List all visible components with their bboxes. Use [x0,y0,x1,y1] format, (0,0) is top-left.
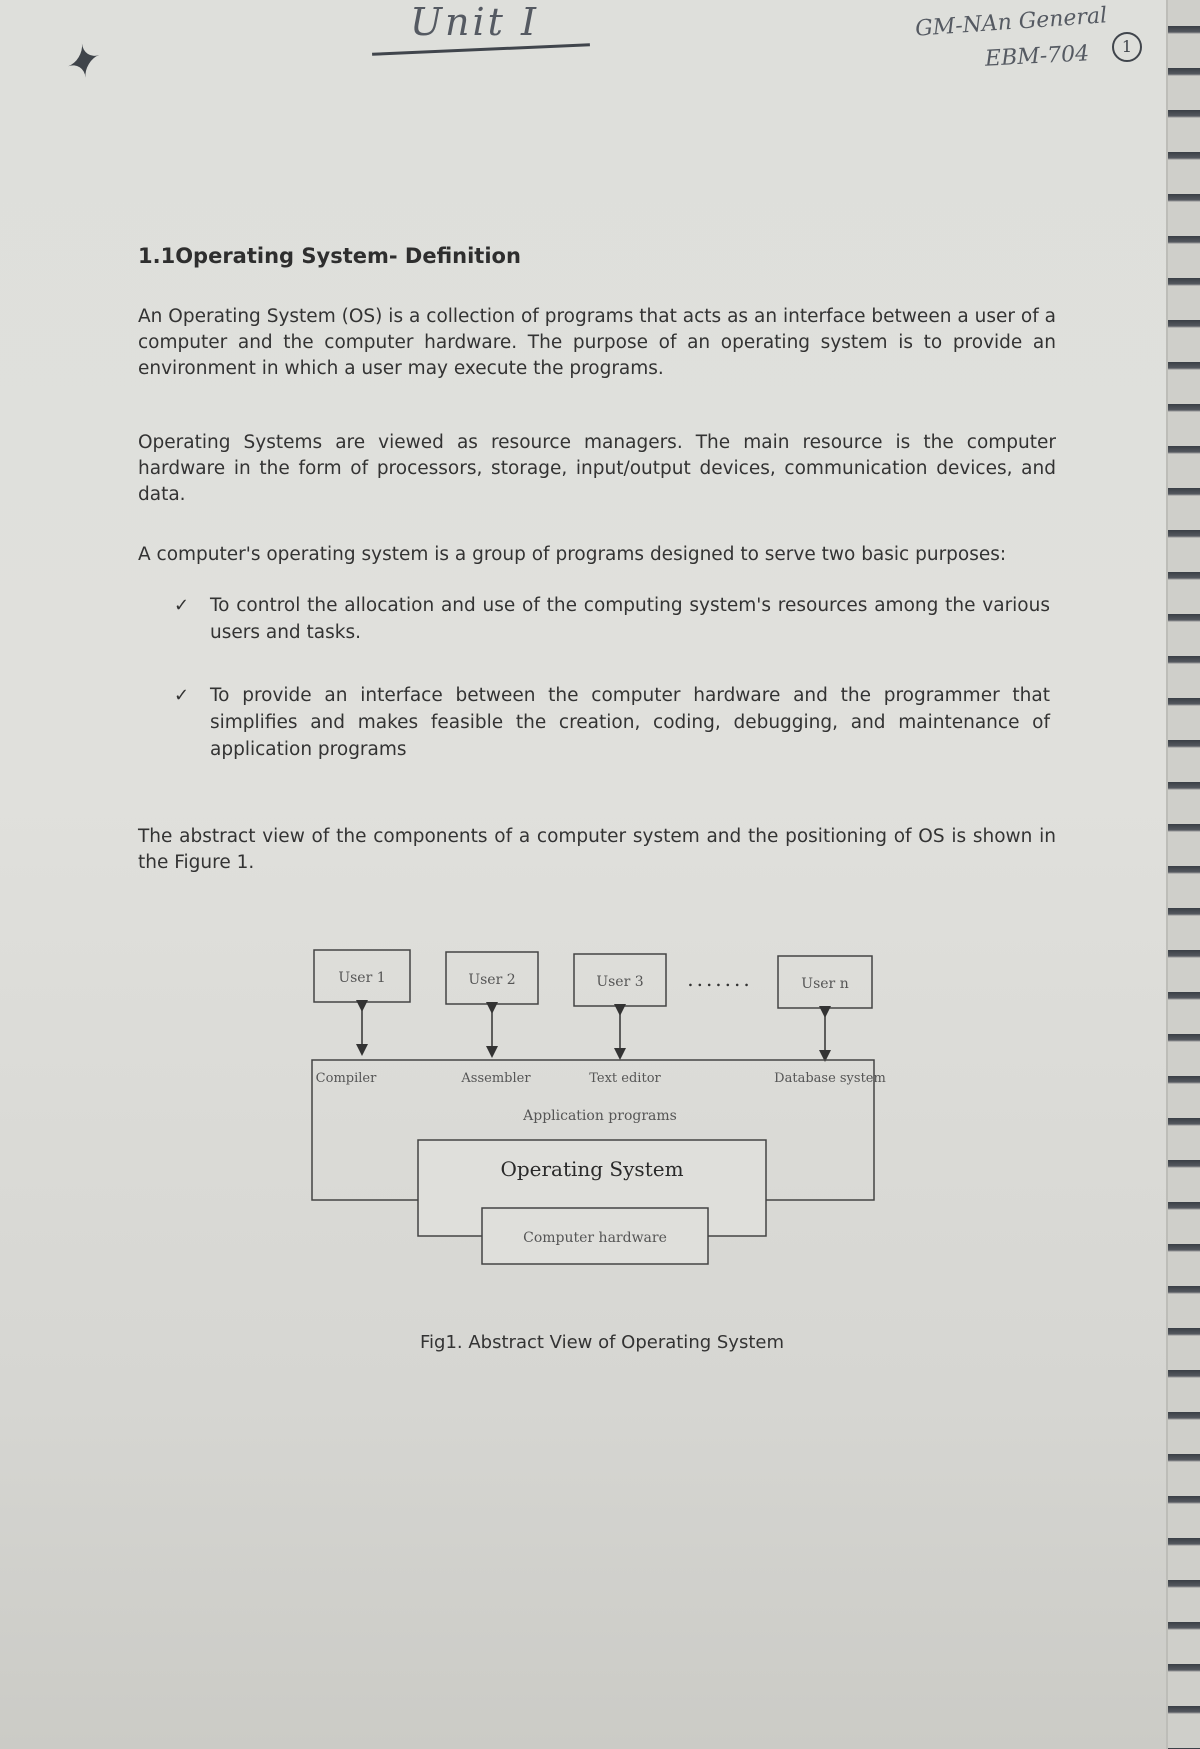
handwritten-unit-title: Unit I [410,0,540,44]
program-label: Compiler [315,1071,377,1086]
handwritten-course-code-2: EBM-704 [984,41,1090,72]
list-item [170,592,1050,646]
user-label: User n [801,976,849,992]
os-abstract-view-figure [300,940,900,1280]
program-label: Text editor [589,1071,661,1086]
paragraph-purposes: A computer's operating system is a group of programs designed to serve two basic purposes: [138,544,1007,565]
spiral-binding [1166,0,1200,1749]
purpose-list [170,592,1050,799]
list-item-text: To provide an interface between the computer hardware and the programmer that simplifies and makes feasible the creation, coding, debugging, and maintenance of application programs [210,685,1050,760]
user-label: User 2 [468,972,516,988]
program-label: Assembler [461,1071,531,1086]
program-label: Database system [774,1071,886,1086]
check-icon: ✓ [174,685,190,706]
computer-hardware-label: Computer hardware [523,1230,667,1246]
ellipsis-dots: ....... [687,967,753,991]
paragraph-definition: An Operating System (OS) is a collection of programs that acts as an interface between a user of a computer and the computer hardware. The purpose of an operating system is to provide an environment in which a user may execute the programs. [138,306,1056,379]
figure-caption: Fig1. Abstract View of Operating System [420,1332,784,1353]
paragraph-resource-manager: Operating Systems are viewed as resource managers. The main resource is the computer hardware in the form of processors, storage, input/output devices, communication devices, and data. [138,432,1056,505]
application-programs-label: Application programs [523,1108,677,1124]
paragraph-figure-intro: The abstract view of the components of a computer system and the positioning of OS is shown in the Figure 1. [138,826,1056,873]
list-item [170,682,1050,763]
list-item-text: To control the allocation and use of the computing system's resources among the various users and tasks. [210,595,1050,643]
operating-system-label: Operating System [500,1157,684,1181]
check-icon: ✓ [174,595,190,616]
section-heading: 1.1Operating System- Definition [138,244,521,268]
handwritten-mark: ✦ [54,33,107,94]
handwritten-course-code: GM-NAn General [914,3,1108,42]
user-label: User 1 [338,970,386,986]
handwritten-page-number: 1 [1112,32,1142,62]
user-label: User 3 [596,974,644,990]
